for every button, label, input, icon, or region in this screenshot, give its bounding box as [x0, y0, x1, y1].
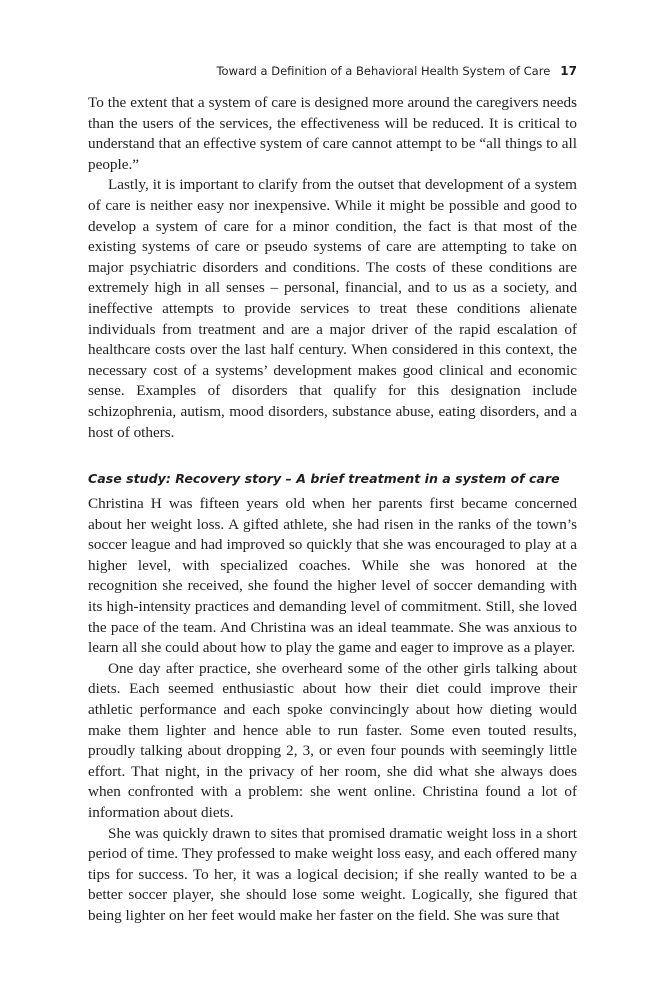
page-number: 17: [560, 64, 577, 78]
paragraph: One day after practice, she overheard some of the other girls talking about diets. Each seemed enthusiastic about how their diet could improve their athletic performance and each spoke convincingly about how dieting would make them lighter and hence able to run faster. Some even touted results, proudly talking about dropping 2, 3, or even four pounds with seemingly little effort. That night, in the privacy of her room, she did what she always does when confronted with a problem: she went online. Christina found a lot of information about diets.: [88, 659, 577, 821]
running-title: Toward a Definition of a Behavioral Health System of Care: [216, 64, 551, 78]
paragraph: To the extent that a system of care is designed more around the caregivers needs than the users of the services, the effectiveness will be reduced. It is critical to understand that an effective system of care cannot attempt to be “all things to all people.”: [88, 94, 577, 173]
paragraph: Christina H was fifteen years old when her parents first became concerned about her weight loss. A gifted athlete, she had risen in the ranks of the town’s soccer league and had improved so quickly that she was encouraged to play at a higher level, with specialized coaches. While she was honored at the recognition she received, she found the higher level of soccer demanding with its high-intensity practices and demanding level of commitment. Still, she loved the pace of the team. And Christina was an ideal teammate. She was anxious to learn all she could about how to play the game and eager to improve as a player.: [88, 495, 577, 657]
paragraph: Lastly, it is important to clarify from the outset that development of a system of care is neither easy nor inexpensive. While it might be possible and good to develop a system of care for a minor condition, the fact is that most of the existing systems of care or pseudo systems of care are attempting to take on major psychiatric disorders and conditions. The costs of these conditions are extremely high in all senses – personal, financial, and to us as a society, and ineffective attempts to provide services to treat these conditions alienate individuals from treatment and are a major driver of the rapid escalation of healthcare costs over the last half century. When considered in this context, the necessary cost of a systems’ development makes good clinical and economic sense. Examples of disorders that qualify for this designation include schizophrenia, autism, mood disorders, substance abuse, eating disorders, and a host of others.: [88, 176, 577, 441]
case-study-heading: Case study: Recovery story – A brief treatment in a system of care: [88, 471, 560, 486]
intro-section: [88, 93, 577, 443]
case-study-body: [88, 494, 577, 926]
paragraph: She was quickly drawn to sites that promised dramatic weight loss in a short period of time. They professed to make weight loss easy, and each offered many tips for success. To her, it was a logical decision; if she really wanted to be a better soccer player, she should lose some weight. Logically, she figured that being lighter on her feet would make her faster on the field. She was sure that: [88, 824, 577, 924]
running-header: [88, 64, 577, 78]
